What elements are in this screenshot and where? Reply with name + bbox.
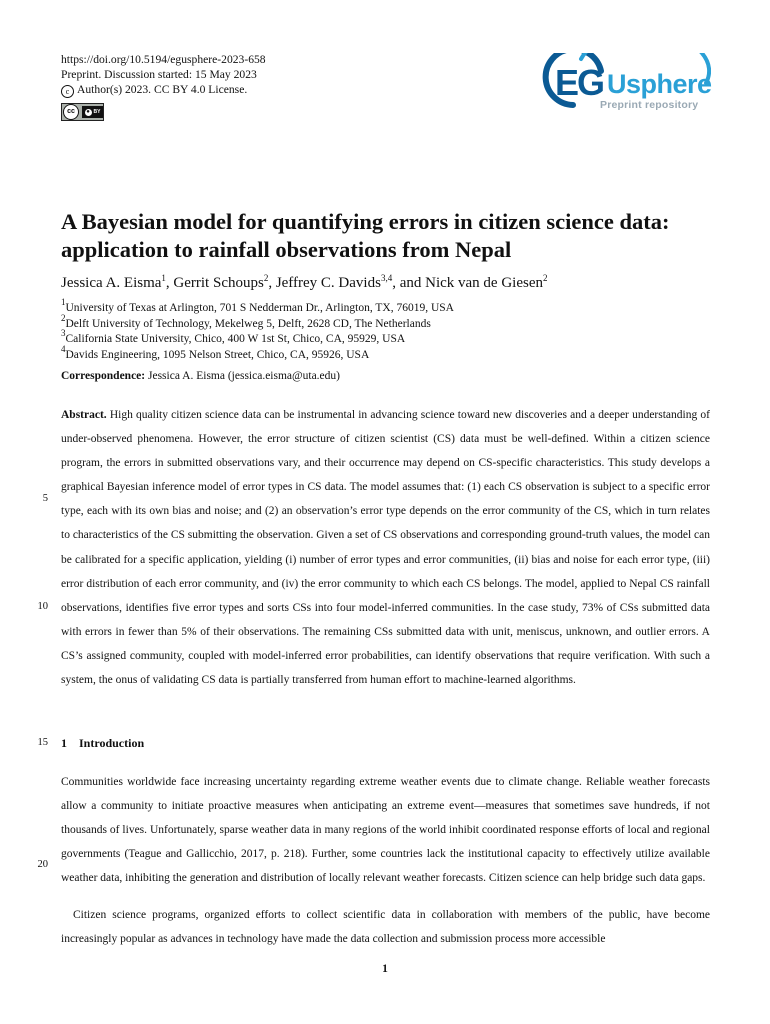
section-title: Introduction bbox=[79, 736, 145, 750]
author-affiliation-mark: 2 bbox=[543, 273, 548, 283]
logo-eg: EG bbox=[555, 62, 604, 103]
abstract-label: Abstract. bbox=[61, 409, 107, 421]
author-list bbox=[61, 275, 548, 292]
line-number: 15 bbox=[37, 737, 48, 748]
author-separator: , bbox=[165, 275, 174, 291]
page-number: 1 bbox=[382, 963, 388, 975]
line-number: 20 bbox=[37, 859, 48, 870]
affiliation-text: Davids Engineering, 1095 Nelson Street, Chico, CA, 95926, USA bbox=[65, 348, 370, 361]
section-number: 1 bbox=[61, 736, 67, 750]
intro-paragraph-2: Citizen science programs, organized efforts to collect scientific data in collaboration with members of the public, have become increasingly popular as advances in technology have made the data collection and submission process more accessible bbox=[61, 909, 710, 945]
affiliation-line bbox=[61, 312, 454, 333]
cc-icon: cc bbox=[63, 104, 79, 120]
affiliation-number: 3 bbox=[61, 328, 66, 338]
affiliation-number: 2 bbox=[61, 312, 66, 323]
line-number: 5 bbox=[42, 493, 48, 504]
author-name: Nick van de Giesen bbox=[425, 275, 543, 291]
affiliation-number: 1 bbox=[61, 297, 66, 307]
author-separator: , bbox=[268, 275, 276, 291]
logo-tagline: Preprint repository bbox=[600, 99, 699, 111]
egusphere-logo[interactable] bbox=[541, 53, 711, 117]
abstract bbox=[61, 403, 710, 692]
abstract-text: High quality citizen science data can be instrumental in advancing science toward new discoveries and a deeper understanding of under-observed phenomena. However, the error structure of citizen scientist (CS) data must be well-defined. Within a citizen science program, the errors in submitted observations vary, and their occurrence may depend on CS-specific characteristics. This study develops a graphical Bayesian inference model of error types in CS data. The model assumes that: (1) each CS observation is subject to a specific error type, each with its own bias and noise; and (2) an observation’s error type depends on the error community of the CS, which in turn relates to characteristics of the CS submitting the observation. Given a set of CS observations and corresponding ground-truth values, the model can be calibrated for a specific application, yielding (i) number of error types and error communities, (ii) bias and noise for each error type, (iii) error distribution of each error community, and (iv) the error community to which each CS belongs. The model, applied to Nepal CS rainfall observations, identifies five error types and sorts CSs into four model-inferred communities. In the case study, 73% of CSs submitted data with errors in fewer than 5% of their observations. The remaining CSs submitted data with unit, meniscus, unknown, and outlier errors. A CS’s assigned community, coupled with model-inferred error probabilities, can identify observations that require verification. With such a system, the onus of validating CS data is partially transferred from human effort to machine-learned algorithms. bbox=[61, 409, 710, 687]
author-affiliation-mark: 2 bbox=[263, 273, 269, 283]
correspondence-label: Correspondence: bbox=[61, 370, 146, 382]
copyright-text: Author(s) 2023. CC BY 4.0 License. bbox=[77, 83, 248, 97]
affiliation-line bbox=[61, 328, 454, 348]
author-name: Gerrit Schoups bbox=[173, 275, 264, 291]
affiliations bbox=[61, 297, 454, 363]
copyright-line bbox=[61, 82, 266, 98]
person-icon: ● bbox=[86, 108, 90, 115]
preprint-header bbox=[61, 52, 266, 98]
affiliation-line bbox=[61, 343, 454, 364]
affiliation-text: California State University, Chico, 400 W 1st St, Chico, CA, 95929, USA bbox=[65, 333, 406, 345]
cc-by-license-icon[interactable] bbox=[61, 103, 104, 121]
affiliation-text: University of Texas at Arlington, 701 S Nedderman Dr., Arlington, TX, 76019, USA bbox=[65, 302, 454, 314]
by-icon bbox=[82, 106, 103, 118]
author-separator: , and bbox=[392, 275, 426, 291]
line-number: 10 bbox=[37, 601, 48, 612]
intro-paragraph-1: Communities worldwide face increasing uncertainty regarding extreme weather events due to climate change. Reliable weather forecasts allow a community to initiate proactive measures when anticipating an extreme event—measures that sometimes save hundreds, if not thousands of lives. Unfortunately, sparse weather data in many regions of the world inhibit coordinated response efforts of local and regional governments (Teague and Gallicchio, 2017, p. 218). Further, some countries lack the institutional capacity to effectively utilize available weather data, inhibiting the generation and distribution of locally relevant weather forecasts. Citizen science can help bridge such data gaps. bbox=[61, 776, 710, 884]
author-name: Jessica A. Eisma bbox=[61, 275, 162, 291]
affiliation-number: 4 bbox=[61, 343, 66, 354]
author-name: Jeffrey C. Davids bbox=[275, 275, 381, 291]
discussion-started: Preprint. Discussion started: 15 May 2023 bbox=[61, 68, 257, 82]
affiliation-line bbox=[61, 297, 454, 317]
author-affiliation-mark: 3,4 bbox=[380, 273, 393, 283]
doi-link[interactable]: https://doi.org/10.5194/egusphere-2023-658 bbox=[61, 53, 266, 66]
author-affiliation-mark: 1 bbox=[161, 273, 166, 283]
paper-title: A Bayesian model for quantifying errors in citizen science data: application to rainfall observations from Nepal bbox=[61, 209, 670, 262]
affiliation-text: Delft University of Technology, Mekelweg 5, Delft, 2628 CD, The Netherlands bbox=[65, 317, 431, 330]
copyright-icon: c bbox=[61, 85, 74, 98]
correspondence bbox=[61, 370, 340, 382]
correspondence-text: Jessica A. Eisma (jessica.eisma@uta.edu) bbox=[148, 370, 340, 382]
logo-usphere: Usphere bbox=[607, 69, 712, 99]
by-label: BY bbox=[93, 109, 101, 115]
section-heading bbox=[61, 736, 144, 751]
